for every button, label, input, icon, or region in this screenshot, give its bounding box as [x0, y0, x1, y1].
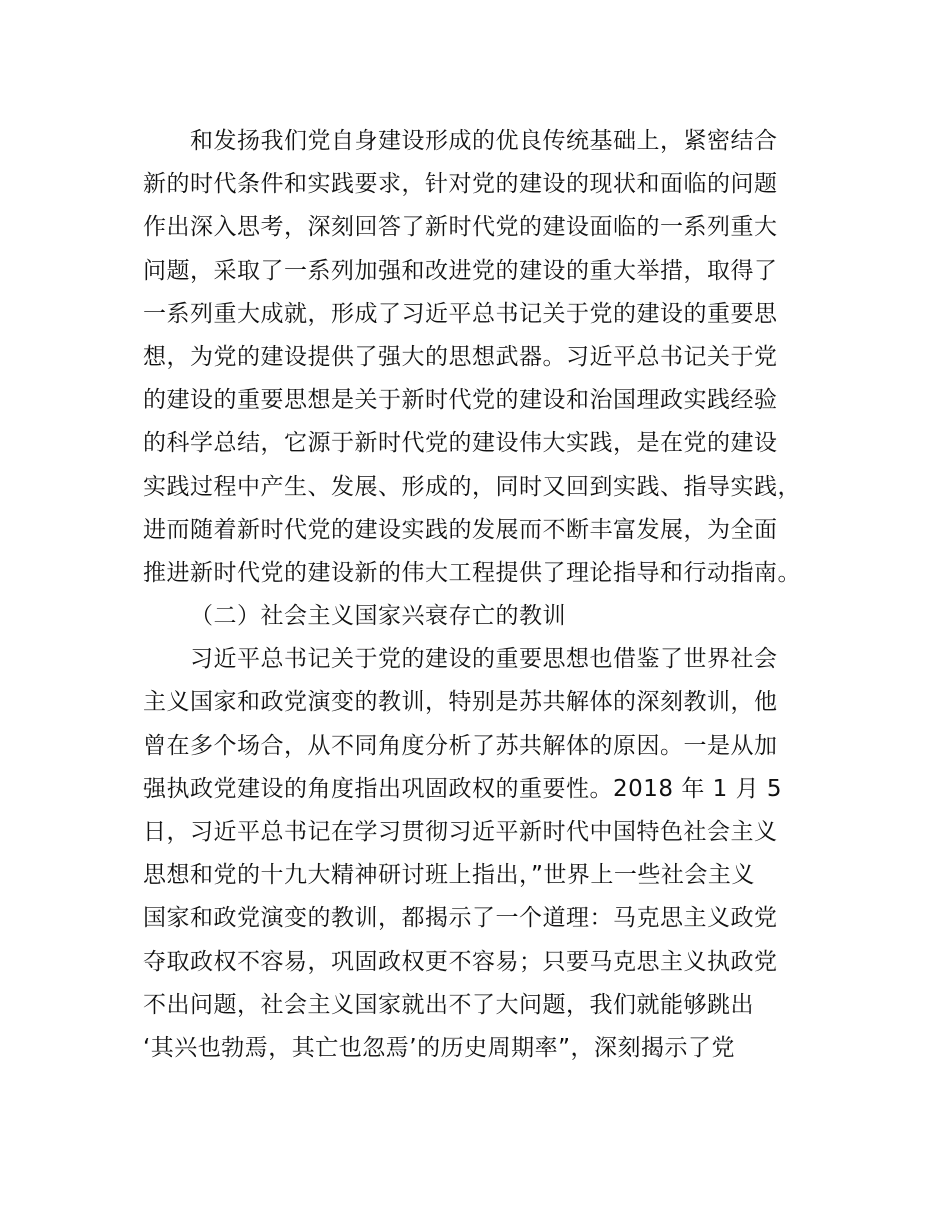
paragraph-1-line-4: 问题，采取了一系列加强和改进党的建设的重大举措，取得了 [143, 257, 778, 284]
paragraph-2-line-7: 国家和政党演变的教训，都揭示了一个道理：马克思主义政党 [143, 905, 778, 932]
paragraph-1-line-8: 的科学总结，它源于新时代党的建设伟大实践，是在党的建设 [143, 430, 778, 457]
paragraph-1-line-2: 新的时代条件和实践要求，针对党的建设的现状和面临的问题 [143, 171, 778, 198]
paragraph-1-line-6: 想，为党的建设提供了强大的思想武器。习近平总书记关于党 [143, 343, 778, 370]
paragraph-1-line-9: 实践过程中产生、发展、形成的，同时又回到实践、指导实践， [143, 473, 801, 500]
paragraph-1-line-10: 进而随着新时代党的建设实践的发展而不断丰富发展，为全面 [143, 516, 778, 543]
paragraph-2-line-10: ‘其兴也勃焉，其亡也忽焉’的历史周期率”，深刻揭示了党 [143, 1034, 736, 1061]
paragraph-2-line-9: 不出问题，社会主义国家就出不了大问题，我们就能够跳出 [143, 991, 754, 1018]
paragraph-1-line-5: 一系列重大成就，形成了习近平总书记关于党的建设的重要思 [143, 300, 778, 327]
paragraph-2-line-1: 习近平总书记关于党的建设的重要思想也借鉴了世界社会 [190, 646, 778, 673]
document-body [143, 120, 843, 1070]
section-heading: （二）社会主义国家兴衰存亡的教训 [190, 603, 566, 630]
paragraph-2-line-8: 夺取政权不容易，巩固政权更不容易；只要马克思主义执政党 [143, 948, 778, 975]
paragraph-1-line-1: 和发扬我们党自身建设形成的优良传统基础上，紧密结合 [190, 128, 778, 154]
paragraph-2-line-5: 日，习近平总书记在学习贯彻习近平新时代中国特色社会主义 [143, 819, 778, 845]
paragraph-1-line-7: 的建设的重要思想是关于新时代党的建设和治国理政实践经验 [143, 387, 778, 414]
paragraph-1-line-11: 推进新时代党的建设新的伟大工程提供了理论指导和行动指南。 [143, 559, 801, 586]
paragraph-2-line-3: 曾在多个场合，从不同角度分析了苏共解体的原因。一是从加 [143, 732, 778, 759]
paragraph-2-line-4: 强执政党建设的角度指出巩固政权的重要性。2018 年 1 月 5 [143, 775, 783, 802]
paragraph-1-line-3: 作出深入思考，深刻回答了新时代党的建设面临的一系列重大 [143, 214, 778, 241]
paragraph-2-line-2: 主义国家和政党演变的教训，特别是苏共解体的深刻教训，他 [143, 689, 778, 716]
paragraph-2-line-6: 思想和党的十九大精神研讨班上指出，”世界上一些社会主义 [143, 862, 755, 889]
